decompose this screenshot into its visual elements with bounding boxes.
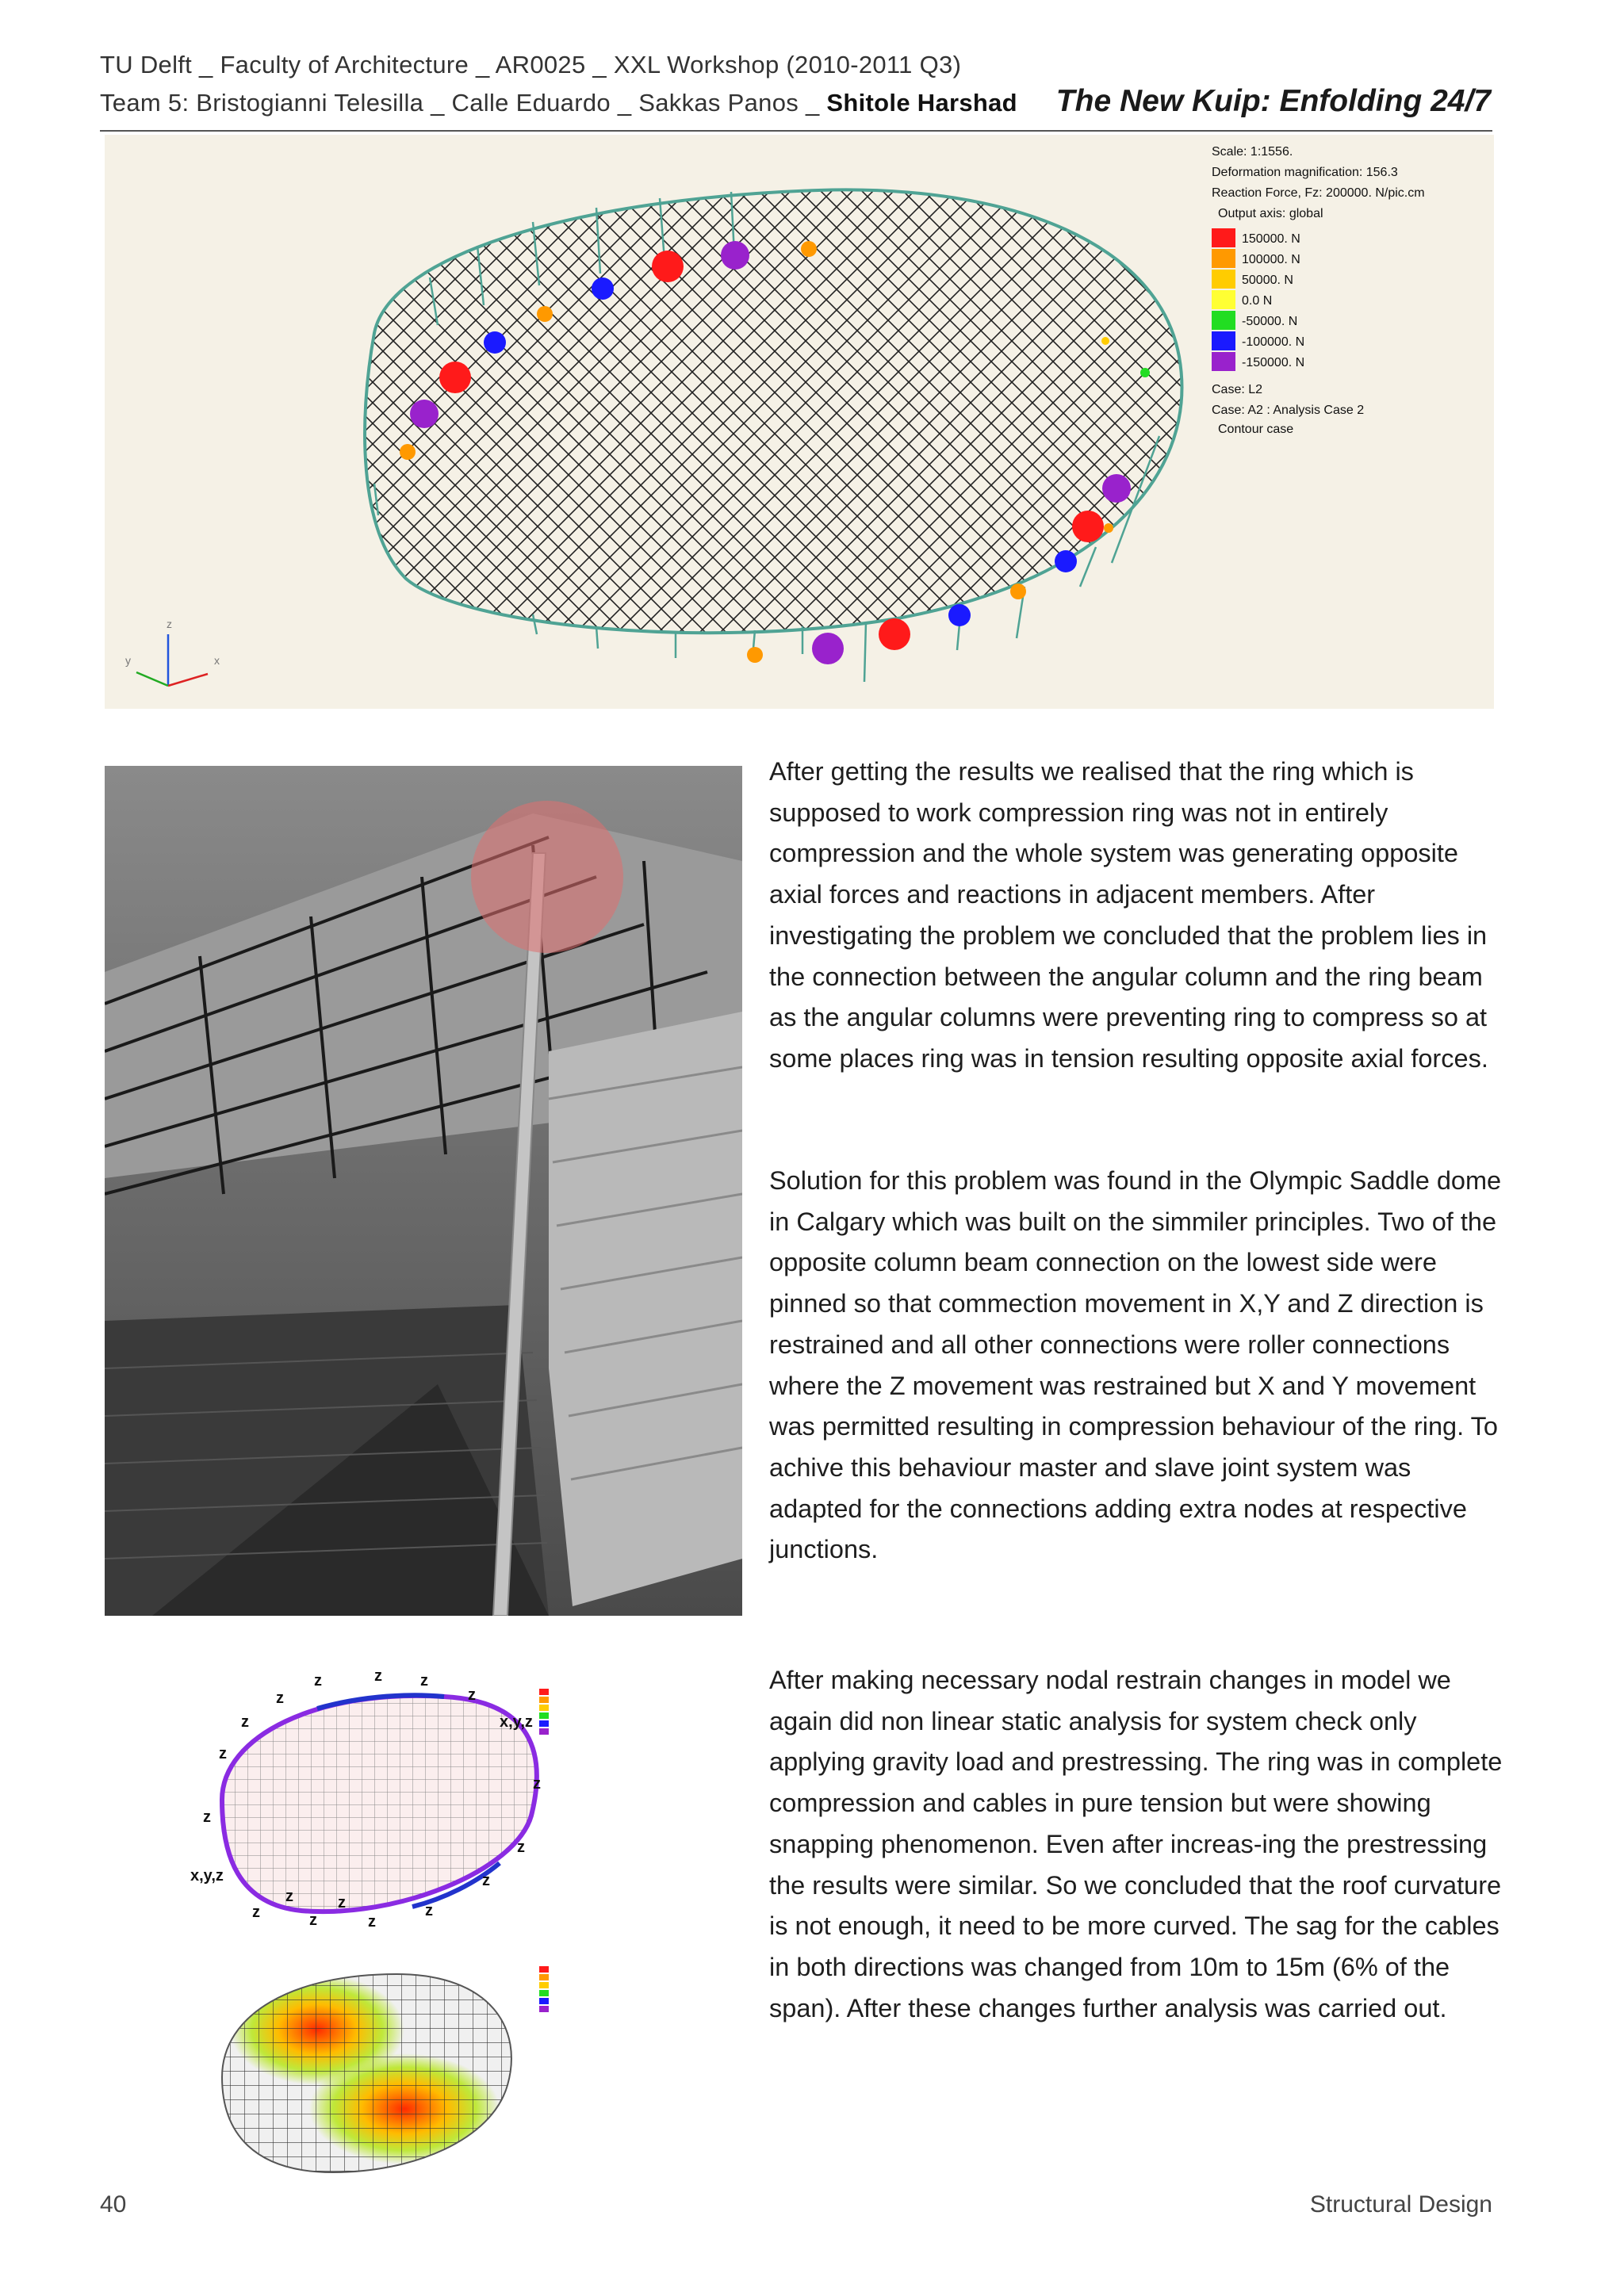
header-divider bbox=[100, 130, 1492, 132]
restraint-label: z bbox=[276, 1689, 284, 1707]
restraint-label: z bbox=[425, 1902, 433, 1919]
restraint-label: x,y,z bbox=[500, 1713, 533, 1731]
legend-reaction: Reaction Force, Fz: 200000. N/pic.cm bbox=[1212, 186, 1425, 200]
restraint-label: z bbox=[533, 1775, 541, 1793]
page-number: 40 bbox=[100, 2191, 127, 2218]
header-course-line: TU Delft _ Faculty of Architecture _ AR0025 _ XXL Workshop (2010-2011 Q3) bbox=[100, 51, 962, 78]
restraint-label: z bbox=[368, 1913, 376, 1931]
restraint-label: x,y,z bbox=[190, 1867, 224, 1885]
legend-entry-1: 150000. N bbox=[1242, 232, 1300, 246]
restraint-label: z bbox=[314, 1672, 322, 1689]
restraint-label: z bbox=[420, 1672, 428, 1689]
project-title: The New Kuip: Enfolding 24/7 bbox=[1055, 84, 1491, 118]
team-members: Team 5: Bristogianni Telesilla _ Calle Eduardo _ Sakkas Panos _ bbox=[100, 89, 827, 117]
restraint-label: z bbox=[203, 1808, 211, 1826]
legend-deformation: Deformation magnification: 156.3 bbox=[1212, 166, 1398, 179]
mini-legend-2 bbox=[539, 1966, 549, 2012]
force-legend bbox=[1212, 145, 1425, 436]
restraint-label: z bbox=[338, 1894, 346, 1911]
legend-contour: Contour case bbox=[1218, 423, 1294, 436]
paragraph-analysis: After making necessary nodal restrain changes in model we again did non linear static analysis for system check only applying gravity load and prestressing. The ring was in complete compression and cables in pure tension but were showing snapping phenomenon. Even after increas-ing the prestressing the results were similar. So we concluded that the roof curvature is not enough, it need to be more curved. The sag for the cables in both directions was changed from 10m to 15m (6% of the span). After these changes further analysis was carried out. bbox=[769, 1666, 1503, 2022]
paragraph-solution: Solution for this problem was found in the Olympic Saddle dome in Calgary which was built on the simmiler principles. Two of the opposite column beam connection on the lowest side were pinned so that commection movement in X,Y and Z direction is restrained and all other connections were roller connections where the Z movement was restrained but X and Y movement was permitted resulting in compression behaviour of the ring. To achive this behaviour master and slave joint system was adapted for the connections adding extra nodes at respective junctions. bbox=[769, 1166, 1502, 1564]
restraint-ring-figure bbox=[159, 1665, 698, 1950]
team-member-bold: Shitole Harshad bbox=[826, 89, 1017, 117]
legend-entry-3: 50000. N bbox=[1242, 274, 1293, 287]
axis-z-label: z bbox=[167, 618, 172, 630]
legend-entry-4: 0.0 N bbox=[1242, 294, 1273, 308]
reaction-force-figure bbox=[105, 135, 1494, 709]
axis-triad bbox=[136, 634, 208, 686]
legend-case1: Case: L2 bbox=[1212, 383, 1263, 396]
axis-x-label: x bbox=[214, 654, 220, 667]
restraint-label: z bbox=[252, 1904, 260, 1921]
restraint-label: z bbox=[482, 1872, 490, 1889]
paragraph-ring-compression: After getting the results we realised that the ring which is supposed to work compression ring was not in entirely compression and the whole system was generating opposite axial forces and reactions in adjacent members. After investigating the problem we concluded that the problem lies in the connection between the angular column and the ring beam as the angular columns were preventing ring to compress so at some places ring was in tension resulting opposite axial forces. bbox=[769, 757, 1488, 1073]
legend-entry-7: -150000. N bbox=[1242, 356, 1305, 369]
legend-entry-2: 100000. N bbox=[1242, 253, 1300, 266]
restraint-label: z bbox=[285, 1888, 293, 1905]
legend-entry-6: -100000. N bbox=[1242, 335, 1305, 349]
restraint-label: z bbox=[374, 1667, 382, 1685]
section-name: Structural Design bbox=[1309, 2191, 1492, 2218]
legend-case2: Case: A2 : Analysis Case 2 bbox=[1212, 404, 1365, 417]
header-team-line bbox=[100, 89, 1017, 117]
displacement-contour-figure bbox=[159, 1942, 698, 2188]
legend-entry-5: -50000. N bbox=[1242, 315, 1298, 328]
legend-scale: Scale: 1:1556. bbox=[1212, 145, 1293, 159]
legend-output-axis: Output axis: global bbox=[1218, 207, 1323, 220]
restraint-label: z bbox=[309, 1911, 317, 1929]
column-connection-render bbox=[105, 766, 742, 1616]
axis-y-label: y bbox=[125, 654, 131, 667]
connection-highlight bbox=[471, 801, 623, 953]
restraint-label: z bbox=[517, 1839, 525, 1856]
restraint-label: z bbox=[219, 1745, 227, 1762]
restraint-label: z bbox=[468, 1686, 476, 1704]
restraint-label: z bbox=[241, 1713, 249, 1731]
